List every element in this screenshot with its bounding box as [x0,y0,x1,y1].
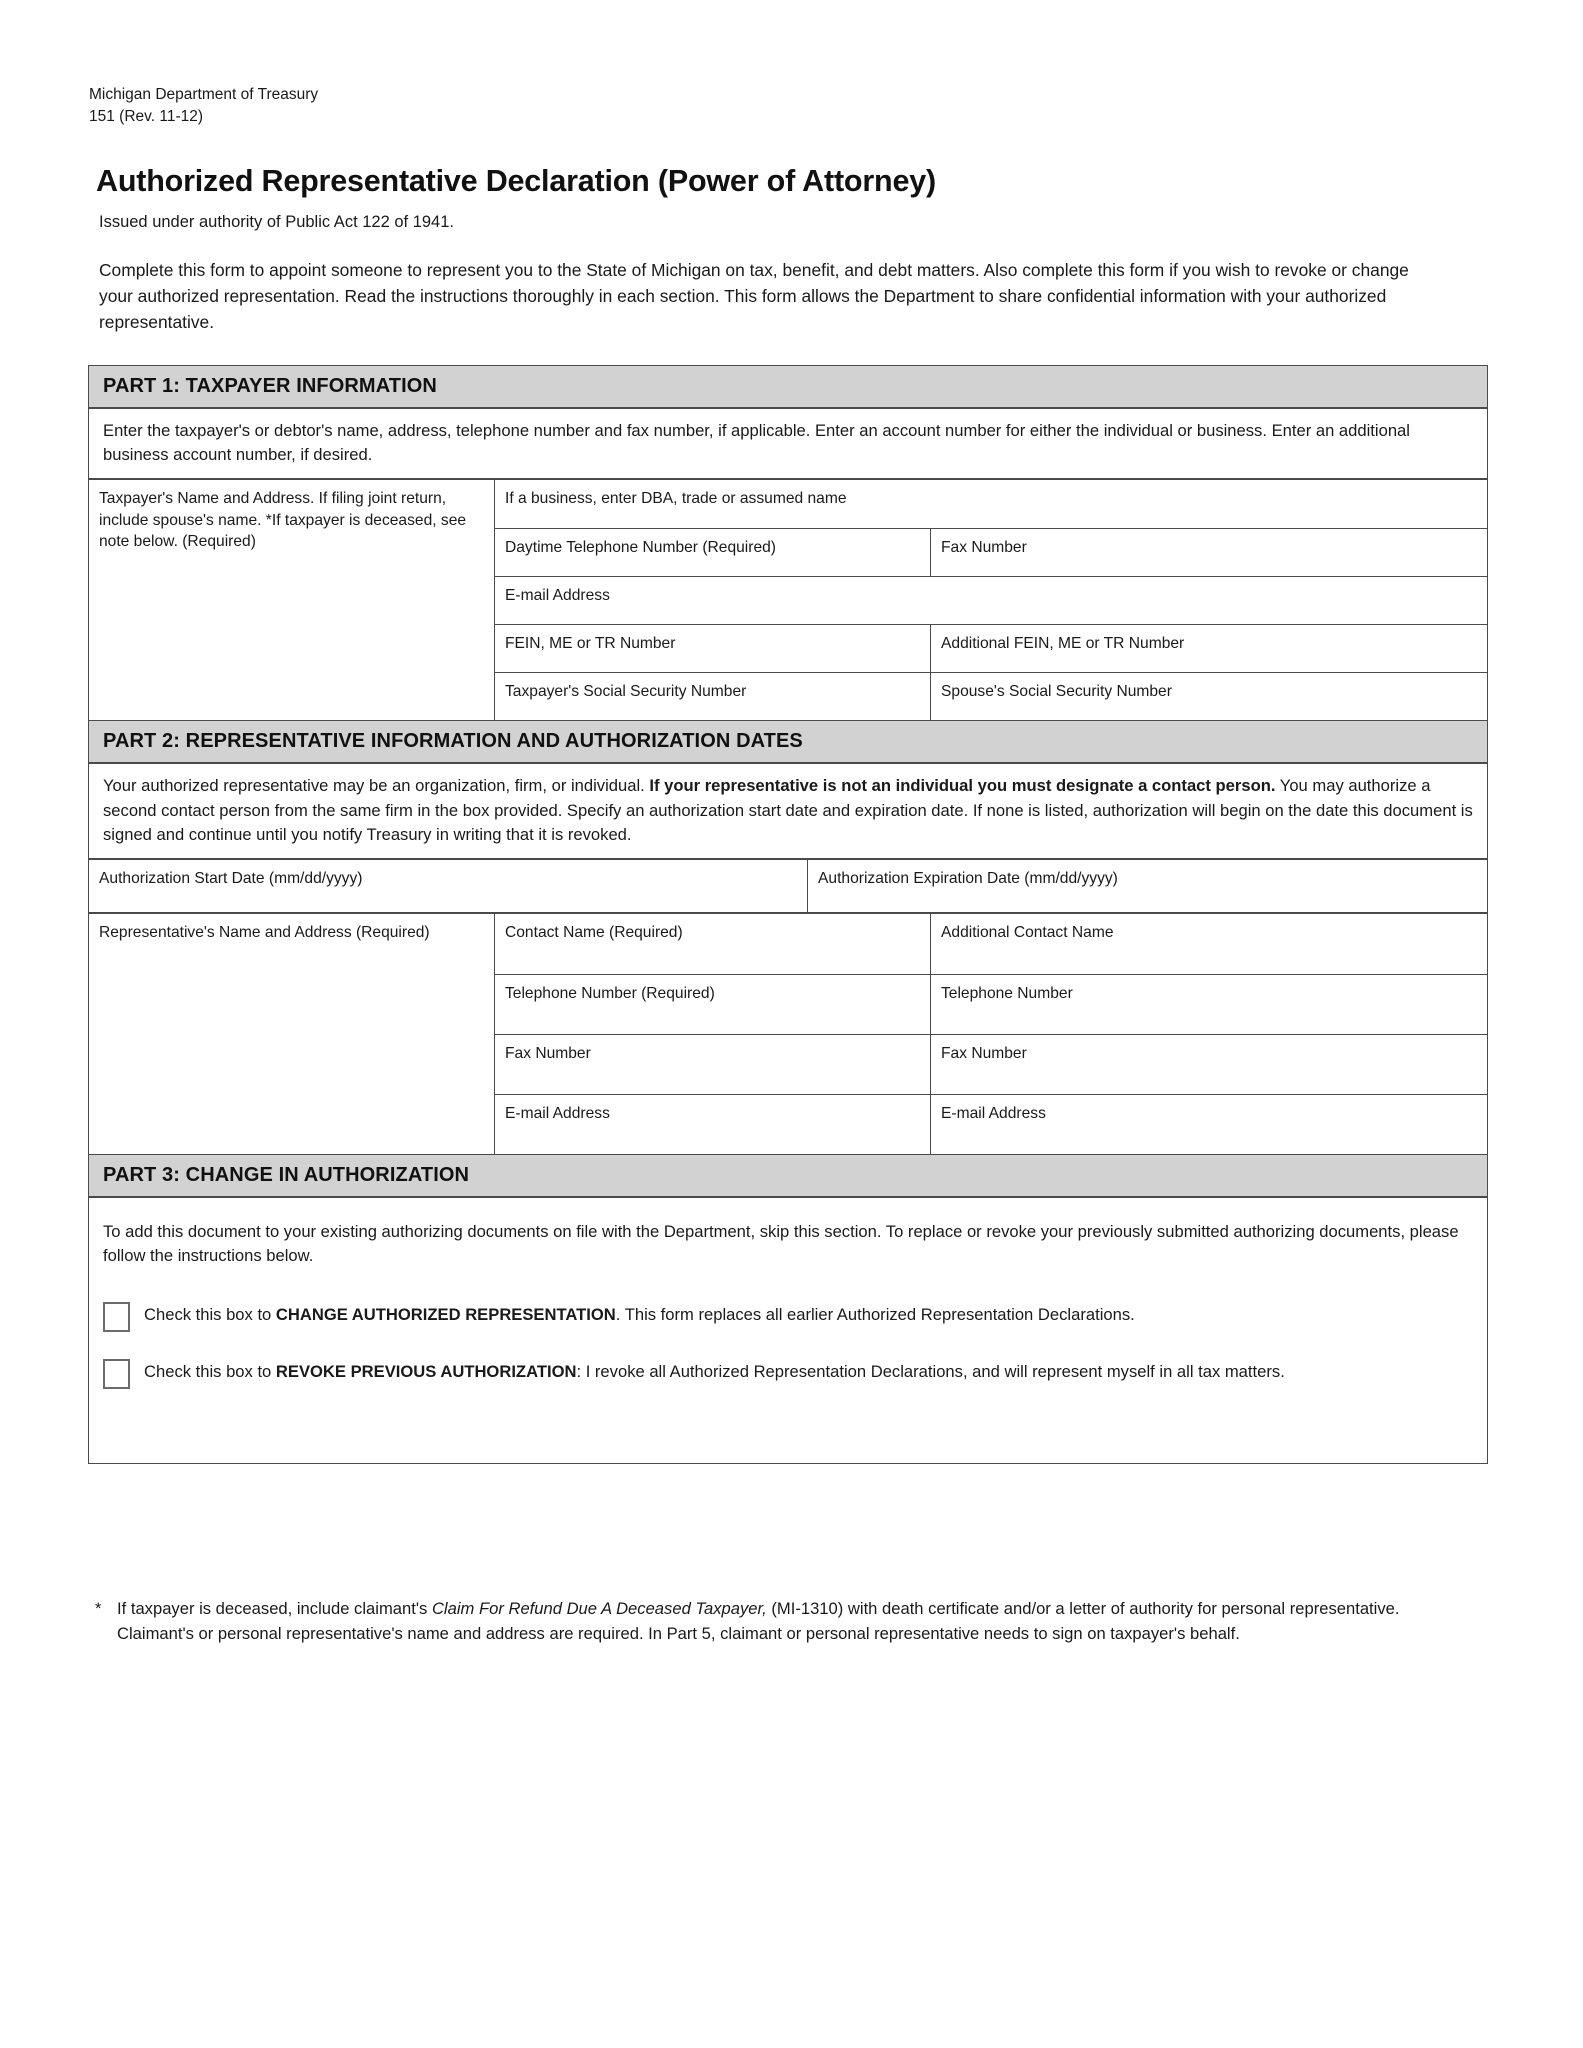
fein-label: FEIN, ME or TR Number [505,635,676,653]
contact-email-field-2[interactable] [931,1095,1487,1154]
agency-block [89,84,318,128]
dba-field[interactable] [495,480,1487,528]
fax-label: Fax Number [941,539,1027,557]
change-authorization-bold: CHANGE AUTHORIZED REPRESENTATION [275,1304,616,1324]
footnote-pre: If taxpayer is deceased, include claimant's [117,1599,432,1618]
revoke-authorization-text [144,1358,1285,1384]
authorization-date-row [89,858,1487,912]
dba-row [495,480,1487,528]
contact-telephone-required-label: Telephone Number (Required) [505,985,715,1003]
revoke-authorization-bold: REVOKE PREVIOUS AUTHORIZATION [275,1361,577,1381]
spouse-ssn-label: Spouse's Social Security Number [941,683,1172,701]
contact-name-field[interactable] [495,914,931,974]
revoke-authorization-post: : I revoke all Authorized Representation Declarations, and will represent myself in all tax matters. [576,1361,1285,1381]
contact-email-label-2: E-mail Address [941,1105,1046,1123]
contact-email-field-1[interactable] [495,1095,931,1154]
part2-field-grid [89,912,1487,1154]
page-title: Authorized Representative Declaration (Power of Attorney) [96,164,936,198]
contact-telephone-required-field[interactable] [495,975,931,1034]
change-authorization-text [144,1301,1135,1327]
contact-email-row [495,1094,1487,1154]
daytime-phone-label: Daytime Telephone Number (Required) [505,539,777,557]
footnote-italic-title: Claim For Refund Due A Deceased Taxpayer, [431,1599,767,1618]
change-authorization-checkbox[interactable] [103,1302,130,1332]
dba-label: If a business, enter DBA, trade or assumed name [505,490,847,508]
spouse-ssn-field[interactable] [931,673,1487,720]
representative-name-address-field[interactable] [89,914,495,1154]
part2-instructions-post: You may authorize a second contact person from the same firm in the box provided. Specify an authorization start date and expiration date. If none is listed, authorization will begin on the date this document is signed and continue until you notify Treasury in writing that it is revoked. [103,776,1473,844]
part3-checkbox-block [89,1275,1487,1463]
revoke-authorization-checkbox[interactable] [103,1359,130,1389]
authorization-expiration-date-field[interactable] [808,860,1487,912]
agency-name: Michigan Department of Treasury [89,86,319,103]
footnote-marker: * [95,1599,102,1618]
contact-name-row [495,914,1487,974]
representative-name-address-label: Representative's Name and Address (Required) [99,924,430,942]
taxpayer-name-address-label: Taxpayer's Name and Address. If filing joint return, include spouse's name. *If taxpayer is deceased, see note below. (Required) [99,490,467,550]
authorization-start-date-label: Authorization Start Date (mm/dd/yyyy) [99,870,363,888]
taxpayer-email-field[interactable] [495,577,1487,624]
contact-email-label-1: E-mail Address [505,1105,610,1123]
part2-instructions-bold: If your representative is not an individual you must designate a contact person. [649,776,1276,796]
footnote-body [95,1597,1465,1647]
contact-fax-field-1[interactable] [495,1035,931,1094]
phone-fax-row [495,528,1487,576]
taxpayer-name-address-field[interactable] [89,480,495,720]
taxpayer-ssn-field[interactable] [495,673,931,720]
contact-name-label: Contact Name (Required) [505,924,683,942]
additional-fein-field[interactable] [931,625,1487,672]
intro-paragraph: Complete this form to appoint someone to represent you to the State of Michigan on tax, benefit, and debt matters. Also complete this form if you wish to revoke or change your authorized representation. Read the instructions thoroughly in each section. This form allows the Department to share confidential information with your authorized representative. [99,260,1409,332]
ssn-row [495,672,1487,720]
revoke-authorization-row[interactable] [103,1358,1473,1389]
deceased-taxpayer-footnote [95,1597,1465,1647]
part2-instructions [89,764,1487,858]
taxpayer-email-label: E-mail Address [505,587,610,605]
contact-fax-label-2: Fax Number [941,1045,1027,1063]
issued-under-line: Issued under authority of Public Act 122 of 1941. [99,213,454,231]
fein-field[interactable] [495,625,931,672]
form-body [88,365,1488,1464]
revoke-authorization-pre: Check this box to [144,1361,276,1381]
contact-fax-label-1: Fax Number [505,1045,591,1063]
authorization-start-date-field[interactable] [89,860,808,912]
part1-instructions: Enter the taxpayer's or debtor's name, address, telephone number and fax number, if applicable. Enter an account number for either the individual or business. Enter an additional business account number, if desired. [103,421,1410,465]
contact-telephone-field[interactable] [931,975,1487,1034]
part3-header: PART 3: CHANGE IN AUTHORIZATION [89,1154,1487,1198]
part2-instructions-pre: Your authorized representative may be an organization, firm, or individual. [103,776,650,796]
taxpayer-ssn-label: Taxpayer's Social Security Number [505,683,747,701]
part3-spacer [103,1415,1473,1463]
email-row [495,576,1487,624]
authorization-expiration-date-label: Authorization Expiration Date (mm/dd/yyyy) [818,870,1118,888]
additional-contact-name-label: Additional Contact Name [941,924,1114,942]
part3-instructions: To add this document to your existing authorizing documents on file with the Department, skip this section. To replace or revoke your previously submitted authorizing documents, please follow the instructions below. [103,1222,1459,1266]
additional-contact-name-field[interactable] [931,914,1487,974]
part1-field-grid [89,478,1487,720]
fax-field[interactable] [931,529,1487,576]
contact-fax-field-2[interactable] [931,1035,1487,1094]
part1-header: PART 1: TAXPAYER INFORMATION [89,366,1487,409]
change-authorization-row[interactable] [103,1301,1473,1332]
contact-telephone-label: Telephone Number [941,985,1073,1003]
part1-right-column [495,480,1487,720]
contact-fax-row [495,1034,1487,1094]
change-authorization-pre: Check this box to [144,1304,276,1324]
footnote-post: (MI-1310) with death certificate and/or a letter of authority for personal representative. Claimant's or personal representative's name and address are required. In Part 5, claimant or personal representative needs to sign on taxpayer's behalf. [117,1599,1400,1643]
part2-header: PART 2: REPRESENTATIVE INFORMATION AND AUTHORIZATION DATES [89,720,1487,764]
part2-right-column [495,914,1487,1154]
contact-telephone-row [495,974,1487,1034]
fein-row [495,624,1487,672]
daytime-phone-field[interactable] [495,529,931,576]
change-authorization-post: . This form replaces all earlier Authorized Representation Declarations. [615,1304,1135,1324]
form-number: 151 (Rev. 11-12) [89,108,204,125]
additional-fein-label: Additional FEIN, ME or TR Number [941,635,1185,653]
